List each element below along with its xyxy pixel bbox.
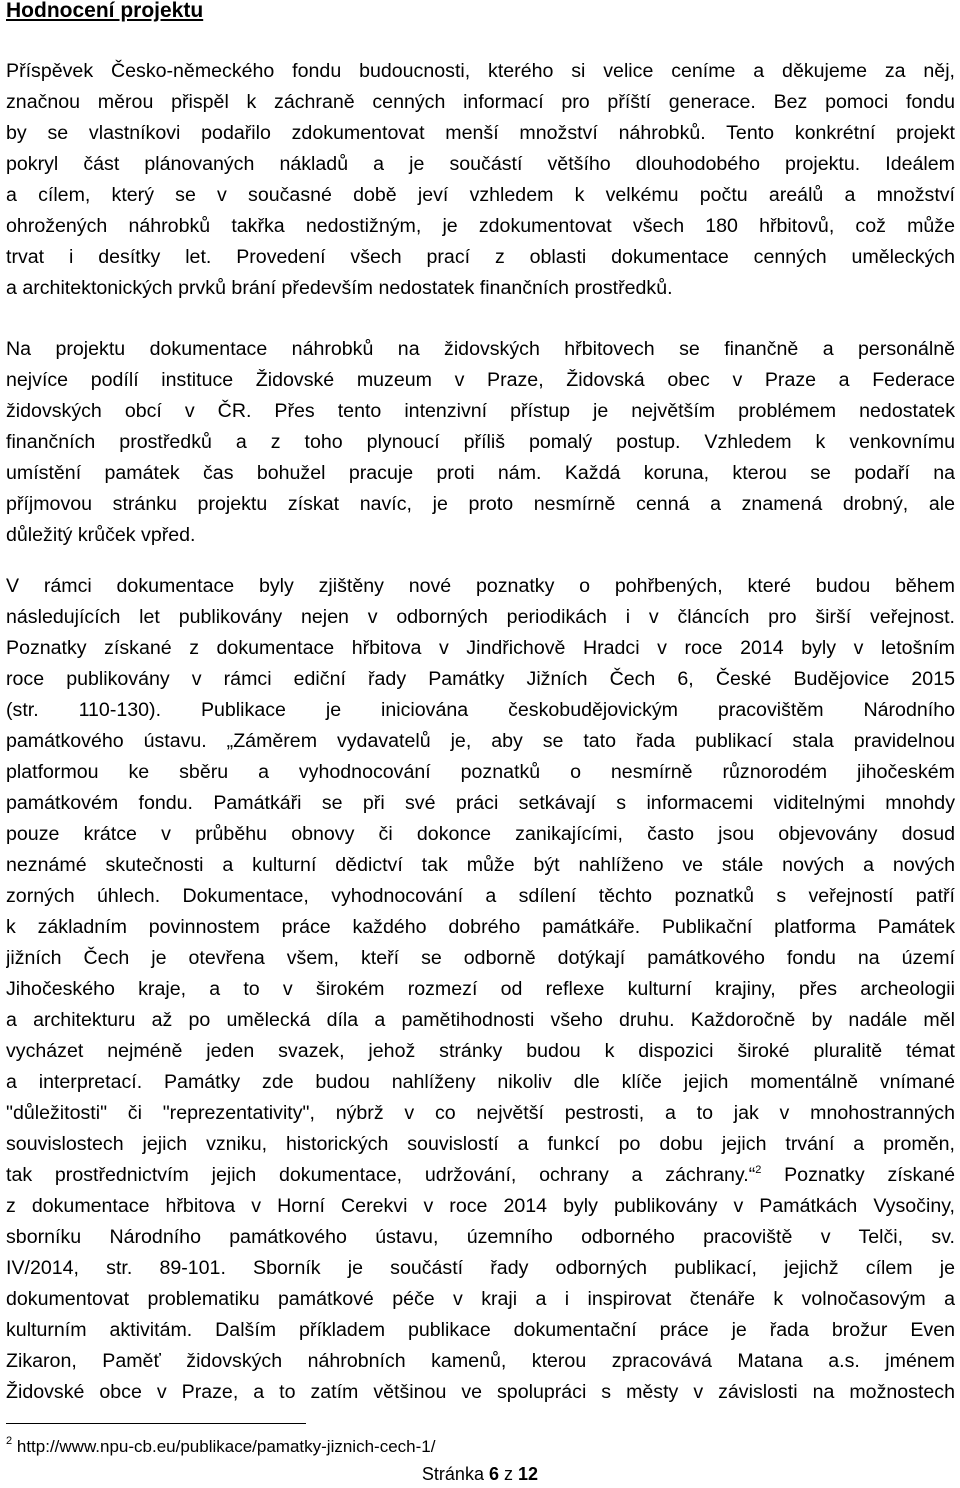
footnote-link[interactable]: http://www.npu-cb.eu/publikace/pamatky-jiznich-cech-1/	[16, 1437, 436, 1456]
text-line: sborníku Národního památkového ústavu, územního odborného pracoviště v Telči, sv.	[6, 1226, 955, 1248]
text-line: a architekturu až po umělecká díla a pamětihodnosti všeho druhu. Každoročně by nadále měl	[6, 1009, 955, 1031]
text-line: k základním povinnostem práce každého dobrého památkáře. Publikační platforma Památek	[6, 916, 955, 938]
page-number-prefix: Stránka	[421, 1464, 484, 1484]
text-line: (str. 110-130). Publikace je iniciována českobudějovickým pracovištěm Národního	[6, 699, 955, 721]
text-line: Zikaron, Paměť židovských náhrobních kamenů, kterou zpracovává Matana a.s. jménem	[6, 1350, 955, 1372]
text-line: památkového ústavu. „Záměrem vydavatelů je, aby se tato řada publikací stala pravidelnou	[6, 730, 955, 752]
text-line: a interpretací. Památky zde budou nahlíženy nikoliv dle klíče jejich momentálně vnímané	[6, 1071, 955, 1093]
text-line: tak prostřednictvím jejich dokumentace, udržování, ochrany a záchrany.“$^2$ Poznatky získané	[6, 1164, 955, 1186]
text-line: roce publikovány v rámci ediční řady Památky Jižních Čech 6, České Budějovice 2015	[6, 668, 955, 690]
text-line: "důležitosti" či "reprezentativity", nýbrž v co největší pestrosti, a to jak v mnohostranných	[6, 1102, 955, 1124]
footnote-reference[interactable]: 2	[755, 1164, 762, 1176]
footnote-separator	[6, 1423, 306, 1424]
text-line: IV/2014, str. 89-101. Sborník je součástí řady odborných publikací, jejichž cílem je	[6, 1257, 955, 1279]
text-line: platformou ke sběru a vyhodnocování poznatků o nesmírně různorodém jihočeském	[6, 761, 955, 783]
text-continuation: Poznatky získané	[761, 1164, 955, 1186]
text-line: kulturním aktivitám. Dalším příkladem publikace dokumentační práce je řada brožur Even	[6, 1319, 955, 1341]
text-line: by se vlastníkovi podařilo zdokumentovat menší množství náhrobků. Tento konkrétní projekt	[6, 122, 955, 144]
text-line: jižních Čech je otevřena všem, kteří se odborně dotýkají památkového fondu na území	[6, 947, 955, 969]
text-line: a cílem, který se v současné době jeví vzhledem k velkému počtu areálů a množství	[6, 184, 955, 206]
section-heading: Hodnocení projektu	[6, 0, 204, 22]
text-line: Příspěvek Česko-německého fondu budoucnosti, kterého si velice ceníme a děkujeme za něj,	[6, 60, 955, 82]
text-line: vycházet nejméně jeden svazek, jehož stránky budou k dispozici široké pluralitě témat	[6, 1040, 955, 1062]
text-line: následujících let publikovány nejen v odborných periodikách i v článcích pro širší veřejnost.	[6, 606, 955, 628]
text-line: umístění památek čas bohužel pracuje proti nám. Každá koruna, kterou se podaří na	[6, 462, 955, 484]
page-number-separator: z	[504, 1464, 514, 1484]
text-line: příjmovou stránku projektu získat navíc, je proto nesmírně cenná a znamená drobný, ale	[6, 493, 955, 515]
page-number-total: 12	[518, 1464, 539, 1484]
text-line: Jihočeského kraje, a to v širokém rozmezí od reflexe kulturní krajiny, přes archeologii	[6, 978, 955, 1000]
text-line: památkovém fondu. Památkáři se při své práci setkávají s informacemi viditelnými mnohdy	[6, 792, 955, 814]
text-line: ohrožených náhrobků takřka nedostižným, je zdokumentovat všech 180 hřbitovů, což může	[6, 215, 955, 237]
text-line: Židovské obce v Praze, a to zatím většinou ve spolupráci s městy v závislosti na možnostech	[6, 1381, 955, 1403]
text-line: z dokumentace hřbitova v Horní Cerekvi v roce 2014 byly publikovány v Památkách Vysočiny,	[6, 1195, 955, 1217]
text-line: neznámé skutečnosti a kulturní dědictví tak může být nahlíženo ve stále nových a nových	[6, 854, 955, 876]
text-line: V rámci dokumentace byly zjištěny nové poznatky o pohřbených, které budou během	[6, 575, 955, 597]
text-line: pouze krátce v průběhu obnovy či dokonce zanikajícími, často jsou objevovány dosud	[6, 823, 955, 845]
text-line: dokumentovat problematiku památkové péče v kraji a i inspirovat čtenáře k volnočasovým a	[6, 1288, 955, 1310]
text-line: židovských obcí v ČR. Přes tento intenzivní přístup je největším problémem nedostatek	[6, 400, 955, 422]
text-line: souvislostech jejich vzniku, historických souvislostí a funkcí po dobu jejich trvání a proměn,	[6, 1133, 955, 1155]
footnote-number: 2	[6, 1435, 13, 1447]
text-line: Poznatky získané z dokumentace hřbitova v Jindřichově Hradci v roce 2014 byly v letošním	[6, 637, 955, 659]
page-number-current: 6	[488, 1464, 499, 1484]
text-line: a architektonických prvků brání především nedostatek finančních prostředků.	[6, 277, 673, 299]
page-number	[0, 1462, 960, 1486]
text-line: nejvíce podílí instituce Židovské muzeum v Praze, Židovská obec v Praze a Federace	[6, 369, 955, 391]
text-line: zorných úhlech. Dokumentace, vyhodnocování a sdílení těchto poznatků s veřejností patří	[6, 885, 955, 907]
text-line: důležitý krůček vpřed.	[6, 524, 196, 546]
text-line: značnou měrou přispěl k záchraně cenných informací pro příští generace. Bez pomoci fondu	[6, 91, 955, 113]
footnote	[6, 1436, 435, 1458]
text-line: pokryl část plánovaných nákladů a je součástí většího dlouhodobého projektu. Ideálem	[6, 153, 955, 175]
text-line: Na projektu dokumentace náhrobků na židovských hřbitovech se finančně a personálně	[6, 338, 955, 360]
text-line: trvat i desítky let. Provedení všech prací z oblasti dokumentace cenných uměleckých	[6, 246, 955, 268]
text-line: finančních prostředků a z toho plynoucí příliš pomalý postup. Vzhledem k venkovnímu	[6, 431, 955, 453]
